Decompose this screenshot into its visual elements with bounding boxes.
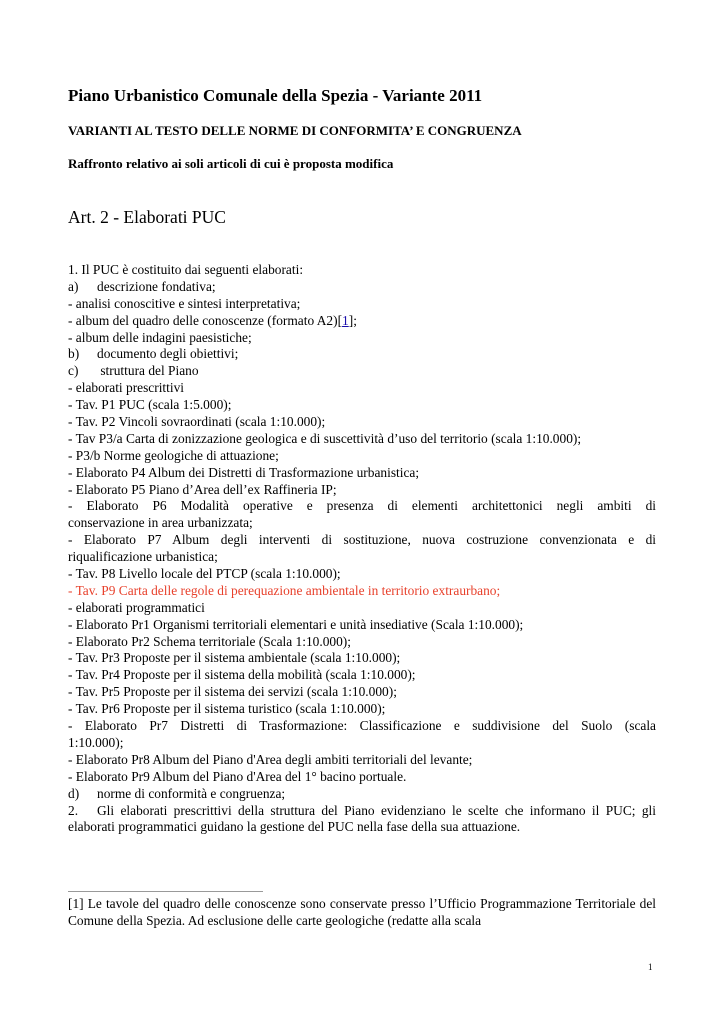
- body-line: - Tav. P8 Livello locale del PTCP (scala 1:10.000);: [68, 566, 341, 582]
- body-line: [68, 346, 656, 363]
- footnote-reference-link[interactable]: 1: [342, 312, 349, 328]
- body-line: - Elaborato Pr9 Album del Piano d'Area del 1° bacino portuale.: [68, 768, 407, 784]
- body-line-modified: - Tav. P9 Carta delle regole di perequazione ambientale in territorio extraurbano;: [68, 582, 501, 598]
- footnote-text: Le tavole del quadro delle conoscenze sono conservate presso l’Ufficio Programmazione Territoriale del Comune della Spezia. Ad esclusione delle carte geologiche (redatte alla scala: [68, 896, 656, 928]
- footnote-marker: [1]: [68, 896, 84, 911]
- list-marker: 2.: [68, 802, 79, 818]
- body-line: - Elaborato P5 Piano d’Area dell’ex Raffineria IP;: [68, 481, 337, 497]
- list-marker: d): [68, 785, 80, 801]
- list-marker: b): [68, 346, 80, 362]
- body-line: - Tav. Pr4 Proposte per il sistema della mobilità (scala 1:10.000);: [68, 667, 416, 683]
- body-line: - Tav. Pr3 Proposte per il sistema ambientale (scala 1:10.000);: [68, 650, 401, 666]
- body-line: 1:10.000);: [68, 734, 124, 750]
- body-line: - Tav. Pr5 Proposte per il sistema dei servizi (scala 1:10.000);: [68, 684, 397, 700]
- body-line: - elaborati prescrittivi: [68, 380, 185, 396]
- body-line: [68, 803, 656, 820]
- article-body: [68, 262, 656, 836]
- body-line: [68, 313, 656, 330]
- body-line: - Tav. P1 PUC (scala 1:5.000);: [68, 397, 232, 413]
- list-text: Gli elaborati prescrittivi della struttura del Piano evidenziano le scelte che informano il PUC; gli: [97, 802, 656, 818]
- list-text: - album del quadro delle conoscenze (formato A2)[: [68, 312, 343, 328]
- body-line: - album delle indagini paesistiche;: [68, 329, 252, 345]
- body-line: - Elaborato P4 Album dei Distretti di Trasformazione urbanistica;: [68, 464, 420, 480]
- document-subtitle-comparison: Raffronto relativo ai soli articoli di cui è proposta modifica: [68, 156, 394, 171]
- body-line: - Elaborato Pr7 Distretti di Trasformazione: Classificazione e suddivisione del Suolo (scala: [68, 718, 656, 734]
- page-number: 1: [648, 962, 653, 972]
- body-line: riqualificazione urbanistica;: [68, 549, 218, 565]
- body-line: [68, 279, 656, 296]
- body-line: - Elaborato Pr8 Album del Piano d'Area degli ambiti territoriali del levante;: [68, 751, 473, 767]
- body-line: - Elaborato Pr2 Schema territoriale (Scala 1:10.000);: [68, 633, 351, 649]
- body-line: [68, 786, 656, 803]
- body-line: 1. Il PUC è costituito dai seguenti elaborati:: [68, 262, 304, 277]
- body-line: - Elaborato P7 Album degli interventi di sostituzione, nuova costruzione convenzionata e di: [68, 532, 656, 548]
- list-marker: c): [68, 363, 79, 379]
- body-line: - Tav. P2 Vincoli sovraordinati (scala 1:10.000);: [68, 414, 326, 430]
- list-text: documento degli obiettivi;: [97, 346, 239, 362]
- body-line: - Elaborato P6 Modalità operative e presenza di elementi architettonici negli ambiti di: [68, 498, 656, 514]
- article-heading: Art. 2 - Elaborati PUC: [68, 207, 226, 227]
- list-text: ];: [348, 312, 357, 328]
- document-subtitle: VARIANTI AL TESTO DELLE NORME DI CONFORMITA’ E CONGRUENZA: [68, 123, 522, 138]
- body-line: [68, 363, 656, 380]
- document-title: Piano Urbanistico Comunale della Spezia - Variante 2011: [68, 86, 483, 105]
- body-line: - P3/b Norme geologiche di attuazione;: [68, 447, 279, 463]
- list-text: norme di conformità e congruenza;: [97, 785, 286, 801]
- footnote: [68, 895, 656, 929]
- body-line: - elaborati programmatici: [68, 599, 205, 615]
- body-line: - Tav P3/a Carta di zonizzazione geologica e di suscettività d’uso del territorio (scala 1:10.000);: [68, 430, 582, 446]
- body-line: elaborati programmatici guidano la gestione del PUC nella fase della sua attuazione.: [68, 819, 521, 835]
- body-line: - Elaborato Pr1 Organismi territoriali elementari e unità insediative (Scala 1:10.000);: [68, 616, 524, 632]
- body-line: conservazione in area urbanizzata;: [68, 515, 253, 531]
- body-line: - analisi conoscitive e sintesi interpretativa;: [68, 295, 301, 311]
- list-marker: a): [68, 278, 79, 294]
- footnote-divider: [68, 891, 263, 892]
- list-text: descrizione fondativa;: [97, 278, 216, 294]
- body-line: - Tav. Pr6 Proposte per il sistema turistico (scala 1:10.000);: [68, 701, 386, 717]
- list-text: struttura del Piano: [97, 363, 199, 379]
